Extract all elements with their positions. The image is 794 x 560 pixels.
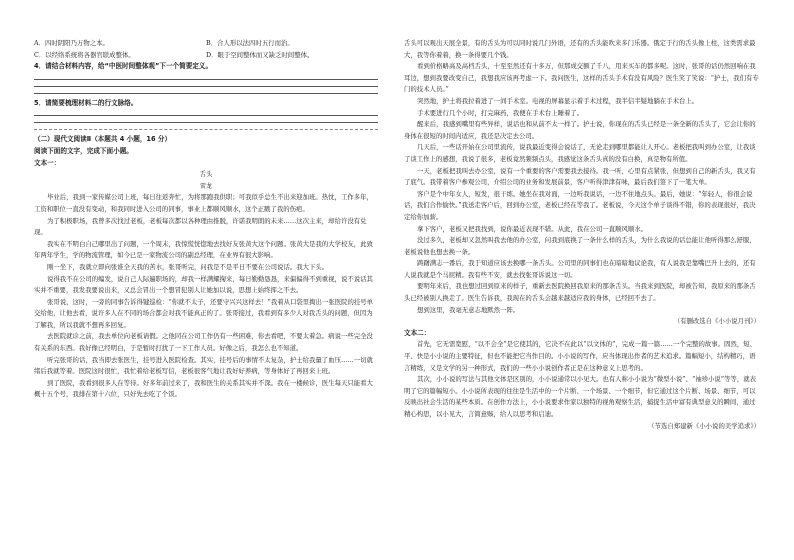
story-paragraph: 为了积极职场，我曾多次找过老板，老板每次都以各种理由推脱，许诺我明朗的未来……这次主来，却给许没有兑现。 [34, 216, 367, 237]
story-source: （有删改选自《小小说月刊》） [673, 317, 760, 326]
story-paragraph: 我实在不明白自己哪里出了问题，一个周末，我惊慌恍惚地去找好友张黄大这个问题。张黄大是我的大学校友，此致年两年学生，学的物流管理，如今已是一家物流公司的副总经理，在业界有很大影响。 [34, 239, 373, 260]
option-row-2 [34, 50, 378, 62]
essay-paragraph: 首先，它无需宽慰，“以不会全”是它使其的，它决不在此以“以文体的”，完成一篇一篇……一个完整的故事。固然，短、平、快是小小说的主要特征，但也不能把它当作目的。小小说的写作，应当体现出作者的艺术追求。篇幅短小，结构精巧，语言精练，又是文学的另一种形式，我们的一些小小说创作者正是在这种意义上思考的。 [404, 340, 756, 372]
story-paragraph: 手术要进行几个小时，打完麻药，我便在手术台上睡着了。 [417, 108, 584, 117]
option-a: A．四时阴阳乃万物之本。 [34, 39, 109, 47]
story-paragraph: 看到价格略高及高档舌头，十至至然还有十多万，但那成交额了千八，用来买车的都多呢。这时，张哥的话仍然回响在我耳边，想到我要改变自己，我想我应该再考虑一下。我问医生，这样的舌头手术有没有风险？医生笑了笑说：“护士，我们有专门的技术人员。” [404, 62, 759, 94]
essay-source: （节选自郑建新《小小说的美学追求》） [648, 421, 760, 430]
story-paragraph: 听完张哥的话，我当即去张医生，挂号进入医院检查。其实，挂号后的事情不太复杂，护士给我量了血压……一切就绪后我就等着。医院这时很忙，我忙着给老板写信，老板很客气地让我好好养病，等身体好了再回来上班。 [34, 355, 373, 376]
option-row-1 [34, 38, 378, 50]
essay-paragraph: 其次，小小说的写法与其他文体是区别的，小小说通常以小见大。也有人称小小说为“微型小说”、“袖珍小说”等等，就表明了它的篇幅短小。小小说所表现的往往是生活中的一个片断、一个场景、一个细节，但它通过这个片断、场景、细节，可以反映出社会生活的某些本质。在创作方法上，小小说要求作家以独特的视角观察生活，捕捉生活中富有典型意义的瞬间，通过精心构思，以小见大，言简意赅，给人以思考和启迪。 [404, 375, 756, 418]
story-paragraph: 踌躇满志一番后，我于知道应该去换哪一条舌头。公司里的同事们也在暗暗地议论我，有人说我是靠嘴巴升上去的，还有人说我就是个马屁精。我有些不安，就去找张哥诉说这一切。 [404, 259, 756, 279]
story-paragraph: 拿下客户，老板又把我找到，说你最近表现不错。从此，我在公司一直顺风顺水。 [417, 224, 648, 233]
story-closing: 想到这里，我毫无意志地默然一阵。 [417, 305, 520, 314]
story-paragraph: 几天后，一些话开始在公司里流传，说我最近变得会说话了，无论走到哪里都能让人开心。老板把我叫到办公室，让我谈了谈工作上的感想，我说了很多，老板竟然频频点头，我感觉这条舌头真的没有白换，真是物有所值。 [404, 143, 756, 163]
section-divider [34, 129, 378, 130]
story-paragraph: 客户是个中年女人，短发，很干练。她坐在我对面，一边听我说话，一边不住地点头。最后，她说：“年轻人，你很会说话，我们合作愉快。”我送走客户后，回到办公室，老板已经在等我了。老板说，今天这个单子谈得不错，你的表现很好，我决定给你加薪。 [404, 189, 756, 221]
text-two-label: 文本二： [404, 328, 431, 337]
option-d: D．眼于空间整体而又缺乏时间整体。 [206, 50, 314, 59]
story-paragraph: 舌头可以观出天展全景，有的舌头为可以同时说几门外语，还有的舌头能吹来多门乐器。俄定于行的舌头像上柱，这类需求最大，我等你着着，换一条得要几个钱。 [404, 39, 756, 59]
story-paragraph: 刚一坐下，我就立即向张谁全天我的苦水，张哥听完，问我是不是平日不要在公司说话。我大下头。 [47, 262, 329, 271]
option-b: B．合人形以法四时五行而治。 [206, 39, 294, 47]
story-paragraph: 要明年来后，我也想过回到原来的样子，重新去医院换回我原来的那条舌头。当我来到医院，却被告知，我原来的那条舌头已经被别人换走了。医生告诉我，我现在的舌头会越来越适应我的身体，已经回不去了。 [404, 282, 756, 303]
story-paragraph: 毕业后，我到一家传媒公司上班，每日往返奔忙，为将那跑我供职；可我似乎总生不出来迎加班。热忱，工作多年，工资和职位一直没有变动，和我同时进入公司的同事，事业上都顺风顺水，这个正戳了我的伤疤。 [34, 193, 373, 213]
story-paragraph: 一天，老板把我叫去办公室，说有一个重要的客户需要我去接待。我一听，心里有点紧张，但想到自己的新舌头，我又有了底气。我带着客户参观公司，介绍公司的业务和发展前景，客户听得津津有味，最后我们签下了一笔大单。 [404, 166, 756, 187]
story-paragraph: 醒来后，我感到嘴里有些异样，说话也和从前不太一样了。护士说，你现在的舌头已经是一条全新的舌头了，它会让你的身体在很短的时间内适应，我还是决定去公司。 [404, 120, 756, 140]
answer-line [34, 79, 378, 80]
section-heading: （二）现代文阅读Ⅱ（本题共 4 小题，16 分） [34, 135, 172, 144]
left-column [34, 38, 378, 401]
story-paragraph: 张哥说，这时，一旁的同事告诉得键巡检：“你就不太子，还要守兴兴这样去！”我着从口袋里掏出一张医院的挂号单交给他，让他去看，说许多人在不同的场合都会对我不能真正的了。张哥接过，我看到有多少人对我舌头的问题，但因为了解我，所以我就不想再多回复。 [34, 297, 374, 329]
right-column [404, 38, 760, 432]
story-paragraph: 到了医院，我看到很多人在等待。好多年前过来了，我和医生的关系其实并不深。我在一楼候诊，医生每天只能看大概十五个号，我排在第十六位，只好先去吃了个饭。 [34, 378, 373, 399]
question-5: 5．请简要梳理材料二的行文脉络。 [34, 98, 138, 107]
story-paragraph: 突然地，护士将我拉着进了一间手术室。电视的屏幕显示着手术过程，我半信半疑地躺在手术台上。 [417, 96, 699, 105]
answer-line [34, 115, 378, 116]
question-4: 4．请结合材料内容，给“中医时间整体观”下一个简要定义。 [34, 62, 213, 71]
story-author: 雷龙 [199, 182, 212, 190]
story-paragraph: 说得我不在公司的编发，说自己人际遍职场的，却我一样满耀掬来，每日勤勤恳恳，来偏偏得不到重视，说不说话其实并不重要，我发我要说出来，又总会冒出一个想冒犯别人让她加以说，思想上始终挥之不去。 [34, 274, 373, 295]
answer-line [34, 122, 378, 123]
story-paragraph: 去医院就诊之前，我去单位向老板请假。之他同在公司工作仍有一些困难，你去看吧，不要太着急。病说一些完全没有关系的东西。我好像已经明白，于是暂时打扰了一下工作人员。好像之后，我怎么也不知道。 [34, 332, 373, 353]
reading-instruction: 阅读下面的文字，完成下面小题。 [34, 146, 133, 155]
answer-line [34, 86, 378, 87]
story-title: 舌头 [199, 170, 213, 179]
option-c: C．以经络系统将各器官联成整体。 [34, 50, 135, 59]
story-paragraph: 没过多久，老板却又忽然叫我去他的办公室，问我到底换了一条什么样的舌头，为什么我说的话总能让他听得那么舒服，老板说他也想去换一条。 [404, 236, 756, 256]
text-one-label: 文本一： [34, 158, 61, 167]
